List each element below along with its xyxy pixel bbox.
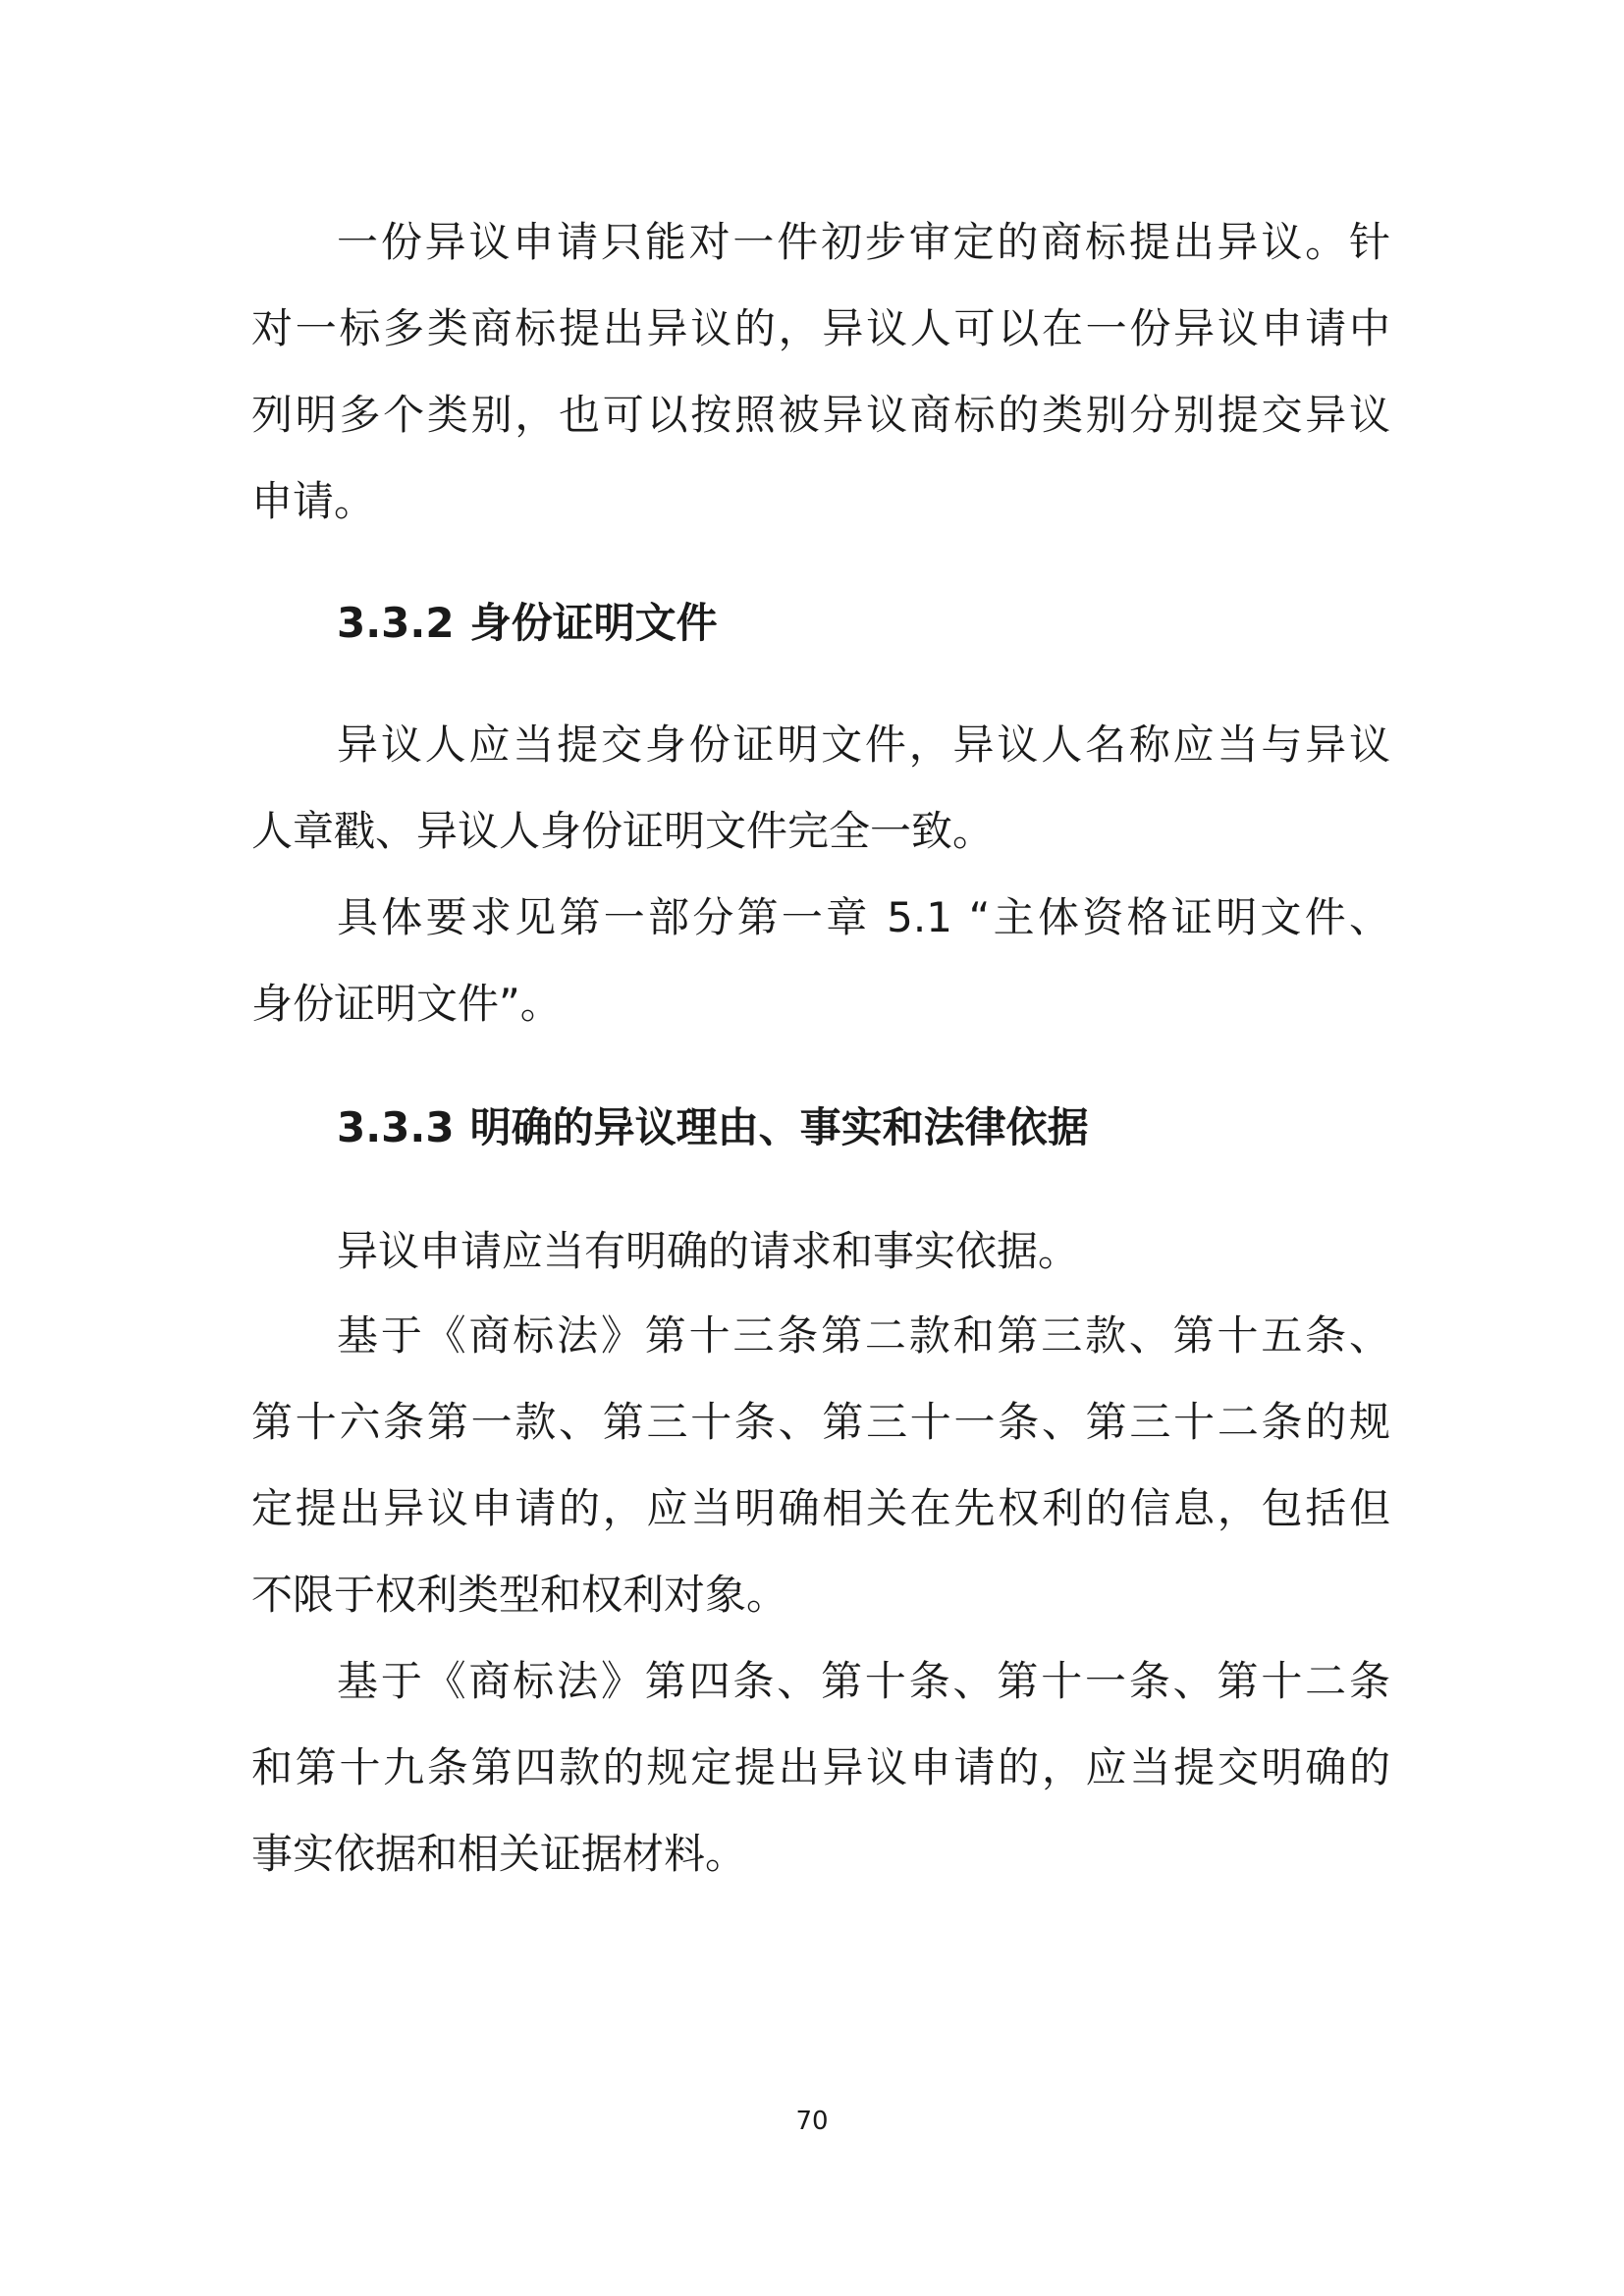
paragraph-line: 对一标多类商标提出异议的，异议人可以在一份异议申请中	[251, 304, 1390, 352]
paragraph-line: 一份异议申请只能对一件初步审定的商标提出异议。针	[337, 218, 1390, 266]
section-heading	[337, 1103, 1089, 1152]
paragraph-line: 异议申请应当有明确的请求和事实依据。	[337, 1227, 1080, 1275]
paragraph-line: 基于《商标法》第十三条第二款和第三款、第十五条、	[337, 1311, 1390, 1360]
section-heading	[337, 599, 718, 648]
section-title: 明确的异议理由、事实和法律依据	[469, 1103, 1089, 1151]
paragraph-line: 申请。	[251, 477, 376, 525]
page-number: 70	[795, 2107, 829, 2136]
paragraph-line: 第十六条第一款、第三十条、第三十一条、第三十二条的规	[251, 1398, 1390, 1446]
section-title: 身份证明文件	[469, 599, 718, 647]
paragraph-line: 基于《商标法》第四条、第十条、第十一条、第十二条	[337, 1657, 1390, 1705]
paragraph-line: 不限于权利类型和权利对象。	[251, 1571, 788, 1619]
paragraph-line: 定提出异议申请的，应当明确相关在先权利的信息，包括但	[251, 1484, 1390, 1532]
paragraph-line: 事实依据和相关证据材料。	[251, 1830, 747, 1878]
section-number: 3.3.2	[337, 599, 455, 647]
paragraph-line: 身份证明文件”。	[251, 980, 562, 1028]
paragraph-line: 和第十九条第四款的规定提出异议申请的，应当提交明确的	[251, 1743, 1390, 1791]
paragraph-line: 列明多个类别，也可以按照被异议商标的类别分别提交异议	[251, 391, 1390, 439]
paragraph-line: 人章戳、异议人身份证明文件完全一致。	[251, 807, 995, 855]
paragraph-line: 具体要求见第一部分第一章 5.1 “主体资格证明文件、	[337, 893, 1390, 941]
paragraph-line: 异议人应当提交身份证明文件，异议人名称应当与异议	[337, 721, 1390, 769]
section-number: 3.3.3	[337, 1103, 455, 1151]
